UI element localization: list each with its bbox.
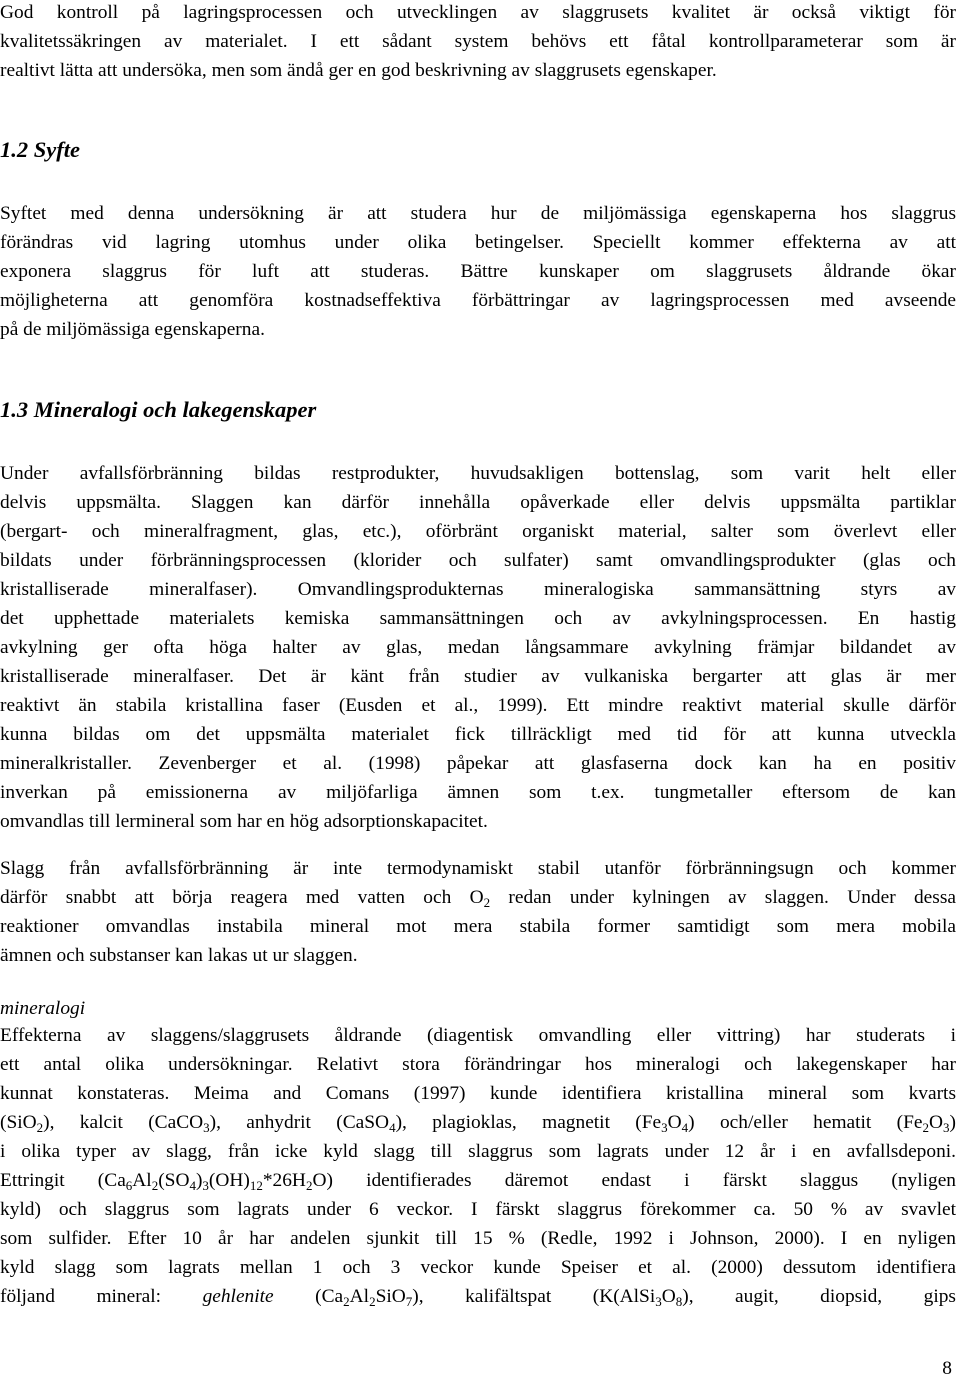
intro-paragraph bbox=[0, 0, 956, 85]
section-heading-mineralogi: 1.3 Mineralogi och lakegenskaper bbox=[0, 397, 317, 422]
text-line: ett antal olika undersökningar. Relativt stora förändringar hos mineralogi och lakegenskaper har bbox=[0, 1054, 956, 1075]
text-line-formulas: Ettringit $(Ca_6Al_2(SO_4)_3(OH)_{12}*26H_2O)$ identifierades däremot endast i färskt slaggus (nyligen bbox=[0, 1170, 956, 1193]
text-line: omvandlas till lermineral som har en hög adsorptionskapacitet. bbox=[0, 811, 488, 832]
text-line: i olika typer av slagg, från icke kyld slagg till slaggrus som lagrats under 12 år i en avfallsdeponi. bbox=[0, 1141, 956, 1162]
text-line: möjligheterna att genomföra kostnadseffektiva förbättringar av lagringsprocessen med avseende bbox=[0, 290, 956, 311]
subsection-label: mineralogi bbox=[0, 998, 86, 1019]
text-line: kunna bildas om det uppsmälta materialet fick tillräckligt med tid för att kunna utveckla bbox=[0, 724, 956, 745]
text-line-formulas: följand mineral: gehlenite $(Ca_2Al_2SiO_7)$, kalifältspat ($K(AlSi_3O_8)$, augit, diopsid, gips bbox=[0, 1286, 956, 1309]
text-line: Slagg från avfallsförbränning är inte termodynamiskt stabil utanför förbränningsugn och kommer bbox=[0, 858, 956, 879]
text-line: reaktivt än stabila kristallina faser (Eusden et al., 1999). Ett mindre reaktivt material skulle därför bbox=[0, 695, 956, 716]
text-line: Syftet med denna undersökning är att studera hur de miljömässiga egenskaperna hos slaggrus bbox=[0, 203, 956, 224]
text-line: kunnat konstateras. Meima and Comans (1997) kunde identifiera kristallina mineral som kvarts bbox=[0, 1083, 956, 1104]
aldrande-paragraph bbox=[0, 1021, 956, 1311]
text-line: kyld slagg som lagrats mellan 1 och 3 veckor kunde Speiser et al. (2000) dessutom identifiera bbox=[0, 1257, 956, 1278]
text-line: kristalliserade mineralfaser. Det är känt från studier av vulkaniska bergarter att glas är mer bbox=[0, 666, 956, 687]
section-heading-syfte: 1.2 Syfte bbox=[0, 137, 80, 162]
text-line: exponera slaggrus för luft att studeras. Bättre kunskaper om slaggrusets åldrande ökar bbox=[0, 261, 956, 282]
text-line: kyld) och slaggrus som lagrats under 6 veckor. I färskt slaggrus förekommer ca. 50 % av svavlet bbox=[0, 1199, 956, 1220]
text-line: bildats under förbränningsprocessen (klorider och sulfater) samt omvandlingsprodukter (glas och bbox=[0, 550, 956, 571]
text-line: förändras vid lagring utomhus under olika betingelser. Speciellt kommer effekterna av att bbox=[0, 232, 956, 253]
text-line: på de miljömässiga egenskaperna. bbox=[0, 319, 265, 340]
text-line: avkylning ger ofta höga halter av glas, medan långsammare avkylning främjar bildandet av bbox=[0, 637, 956, 658]
text-line-formulas: (SiO$_2$), kalcit (CaCO$_3$), anhydrit (CaSO$_4$), plagioklas, magnetit $(Fe_3O_4)$ och/eller hematit $(Fe_2O_3)$ bbox=[0, 1112, 956, 1135]
page-number: 8 bbox=[942, 1358, 952, 1379]
text-line: Under avfallsförbränning bildas restprodukter, huvudsakligen bottenslag, som varit helt eller bbox=[0, 463, 956, 484]
mineralogi-label-block bbox=[0, 994, 956, 1023]
text-line: God kontroll på lagringsprocessen och utvecklingen av slaggrusets kvalitet är också viktigt för bbox=[0, 2, 956, 23]
text-line: (bergart- och mineralfragment, glas, etc.), oförbränt organiskt material, salter som överlevt eller bbox=[0, 521, 956, 542]
mineralogi-paragraph bbox=[0, 459, 956, 836]
text-line: realtivt lätta att undersöka, men som ändå ger en god beskrivning av slaggrusets egenskaper. bbox=[0, 60, 717, 81]
text-line: kristalliserade mineralfaser). Omvandlingsprodukternas mineralogiska sammansättning styrs av bbox=[0, 579, 956, 600]
text-line: därför snabbt att börja reagera med vatten och $O_2$ redan under kylningen av slaggen. Under dessa bbox=[0, 887, 956, 910]
text-line: det upphettade materialets kemiska sammansättningen och av avkylningsprocessen. En hastig bbox=[0, 608, 956, 629]
text-line: mineralkristaller. Zevenberger et al. (1998) påpekar att glasfaserna dock kan ha en positiv bbox=[0, 753, 956, 774]
text-line: ämnen och substanser kan lakas ut ur slaggen. bbox=[0, 945, 358, 966]
text-line: inverkan på emissionerna av miljöfarliga ämnen som t.ex. tungmetaller eftersom de kan bbox=[0, 782, 956, 803]
text-line: kvalitetssäkringen av materialet. I ett sådant system behövs ett fåtal kontrollparameterar som är bbox=[0, 31, 956, 52]
text-line: Effekterna av slaggens/slaggrusets åldrande (diagentisk omvandling eller vittring) har studerats i bbox=[0, 1025, 956, 1046]
text-line: delvis uppsmälta. Slaggen kan därför innehålla opåverkade eller delvis uppsmälta partiklar bbox=[0, 492, 956, 513]
text-line: reaktioner omvandlas instabila mineral mot mera stabila former samtidigt som mera mobila bbox=[0, 916, 956, 937]
slagg-paragraph bbox=[0, 854, 956, 970]
syfte-paragraph bbox=[0, 199, 956, 344]
text-line: som sulfider. Efter 10 år har andelen sjunkit till 15 % (Redle, 1992 i Johnson, 2000). I en nyligen bbox=[0, 1228, 956, 1249]
